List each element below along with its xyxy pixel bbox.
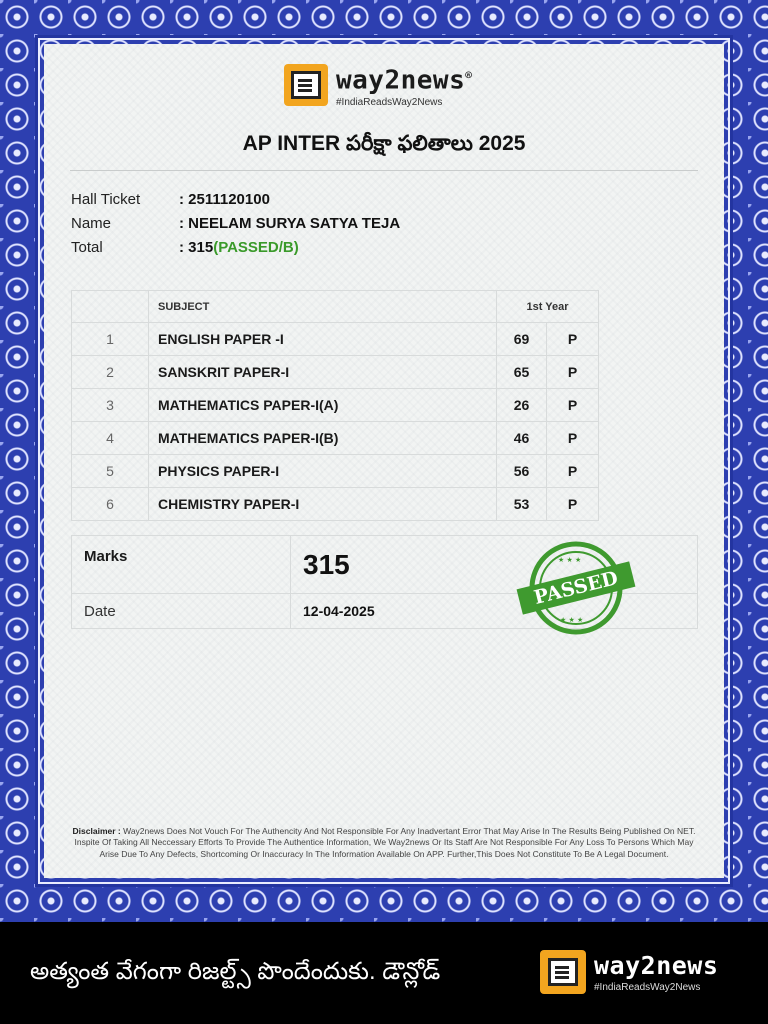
row-sn: 4 [72, 422, 149, 455]
download-cta-text[interactable]: అత్యంత వేగంగా రిజల్ట్స్ పొందేందుకు. డౌన్లోడ్ [30, 958, 441, 985]
total-status: (PASSED/B) [213, 238, 299, 256]
footer-brand-tagline: #IndiaReadsWay2News [594, 981, 701, 993]
disclaimer [70, 826, 698, 860]
name-row [71, 211, 400, 235]
row-marks: 65 [497, 356, 547, 389]
news-icon [284, 64, 328, 106]
table-row [72, 488, 599, 521]
passed-stamp [516, 540, 636, 636]
row-result: P [547, 323, 599, 356]
row-result: P [547, 488, 599, 521]
row-result: P [547, 389, 599, 422]
table-row [72, 356, 599, 389]
row-subject: CHEMISTRY PAPER-I [149, 488, 497, 521]
registered-mark: ® [465, 69, 473, 82]
svg-text:★ ★ ★: ★ ★ ★ [560, 616, 584, 624]
table-row [72, 389, 599, 422]
header-subject: SUBJECT [149, 291, 497, 323]
brand-name: way2news [336, 65, 466, 96]
row-marks: 46 [497, 422, 547, 455]
date-value: 12-04-2025 [291, 594, 698, 629]
row-marks: 69 [497, 323, 547, 356]
date-label: Date [72, 594, 291, 629]
marks-label: Marks [72, 536, 291, 594]
total-value: : 315 [179, 238, 214, 256]
row-subject: PHYSICS PAPER-I [149, 455, 497, 488]
row-subject: ENGLISH PAPER -I [149, 323, 497, 356]
disclaimer-label: Disclaimer : [72, 826, 121, 836]
brand-logo [284, 62, 472, 108]
header-sn [72, 291, 149, 323]
name-value: : NEELAM SURYA SATYA TEJA [179, 214, 401, 232]
row-subject: MATHEMATICS PAPER-I(B) [149, 422, 497, 455]
row-marks: 56 [497, 455, 547, 488]
brand-tagline: #IndiaReadsWay2News [336, 96, 443, 108]
table-row [72, 422, 599, 455]
row-sn: 3 [72, 389, 149, 422]
row-sn: 6 [72, 488, 149, 521]
footer-brand-logo[interactable] [540, 950, 718, 994]
row-result: P [547, 422, 599, 455]
name-label: Name [71, 214, 112, 232]
subjects-table [71, 290, 599, 521]
hall-ticket-value: : 2511120100 [179, 190, 270, 208]
marks-value: 315 [291, 536, 698, 594]
row-sn: 2 [72, 356, 149, 389]
table-header-row [72, 291, 599, 323]
news-icon [540, 950, 586, 994]
row-subject: SANSKRIT PAPER-I [149, 356, 497, 389]
stamp-text: PASSED [531, 566, 621, 610]
hall-ticket-row [71, 187, 400, 211]
svg-text:★ ★ ★: ★ ★ ★ [558, 556, 582, 564]
total-label: Total [71, 238, 103, 256]
total-row [71, 235, 400, 259]
row-subject: MATHEMATICS PAPER-I(A) [149, 389, 497, 422]
hall-ticket-label: Hall Ticket [71, 190, 141, 208]
row-sn: 5 [72, 455, 149, 488]
row-marks: 26 [497, 389, 547, 422]
footer-brand-name: way2news [594, 950, 719, 980]
page-title: AP INTER పరీక్షా ఫలితాలు 2025 [242, 132, 526, 155]
disclaimer-text: Way2news Does Not Vouch For The Authencity And Not Responsible For Any Inadvertant Error That May Arise In The Results Being Published On NET. Inspite Of Taking All Neccessary Efforts To Provide The Authentice Information, We Way2news Or Its Staff Are Not Responsible For Any Loss To Persons Which May Arise Due To Any Defects, Shortcoming Or Inaccuracy In The Information Available On APP. Further,This Does Not Constitute To Be A Legal Document. [74, 826, 696, 859]
result-sheet [44, 44, 724, 878]
row-result: P [547, 455, 599, 488]
row-marks: 53 [497, 488, 547, 521]
table-row [72, 323, 599, 356]
student-info [71, 187, 400, 259]
header-year: 1st Year [497, 291, 599, 323]
download-banner[interactable] [0, 922, 768, 1024]
table-row [72, 455, 599, 488]
title-divider [70, 170, 698, 171]
row-result: P [547, 356, 599, 389]
row-sn: 1 [72, 323, 149, 356]
